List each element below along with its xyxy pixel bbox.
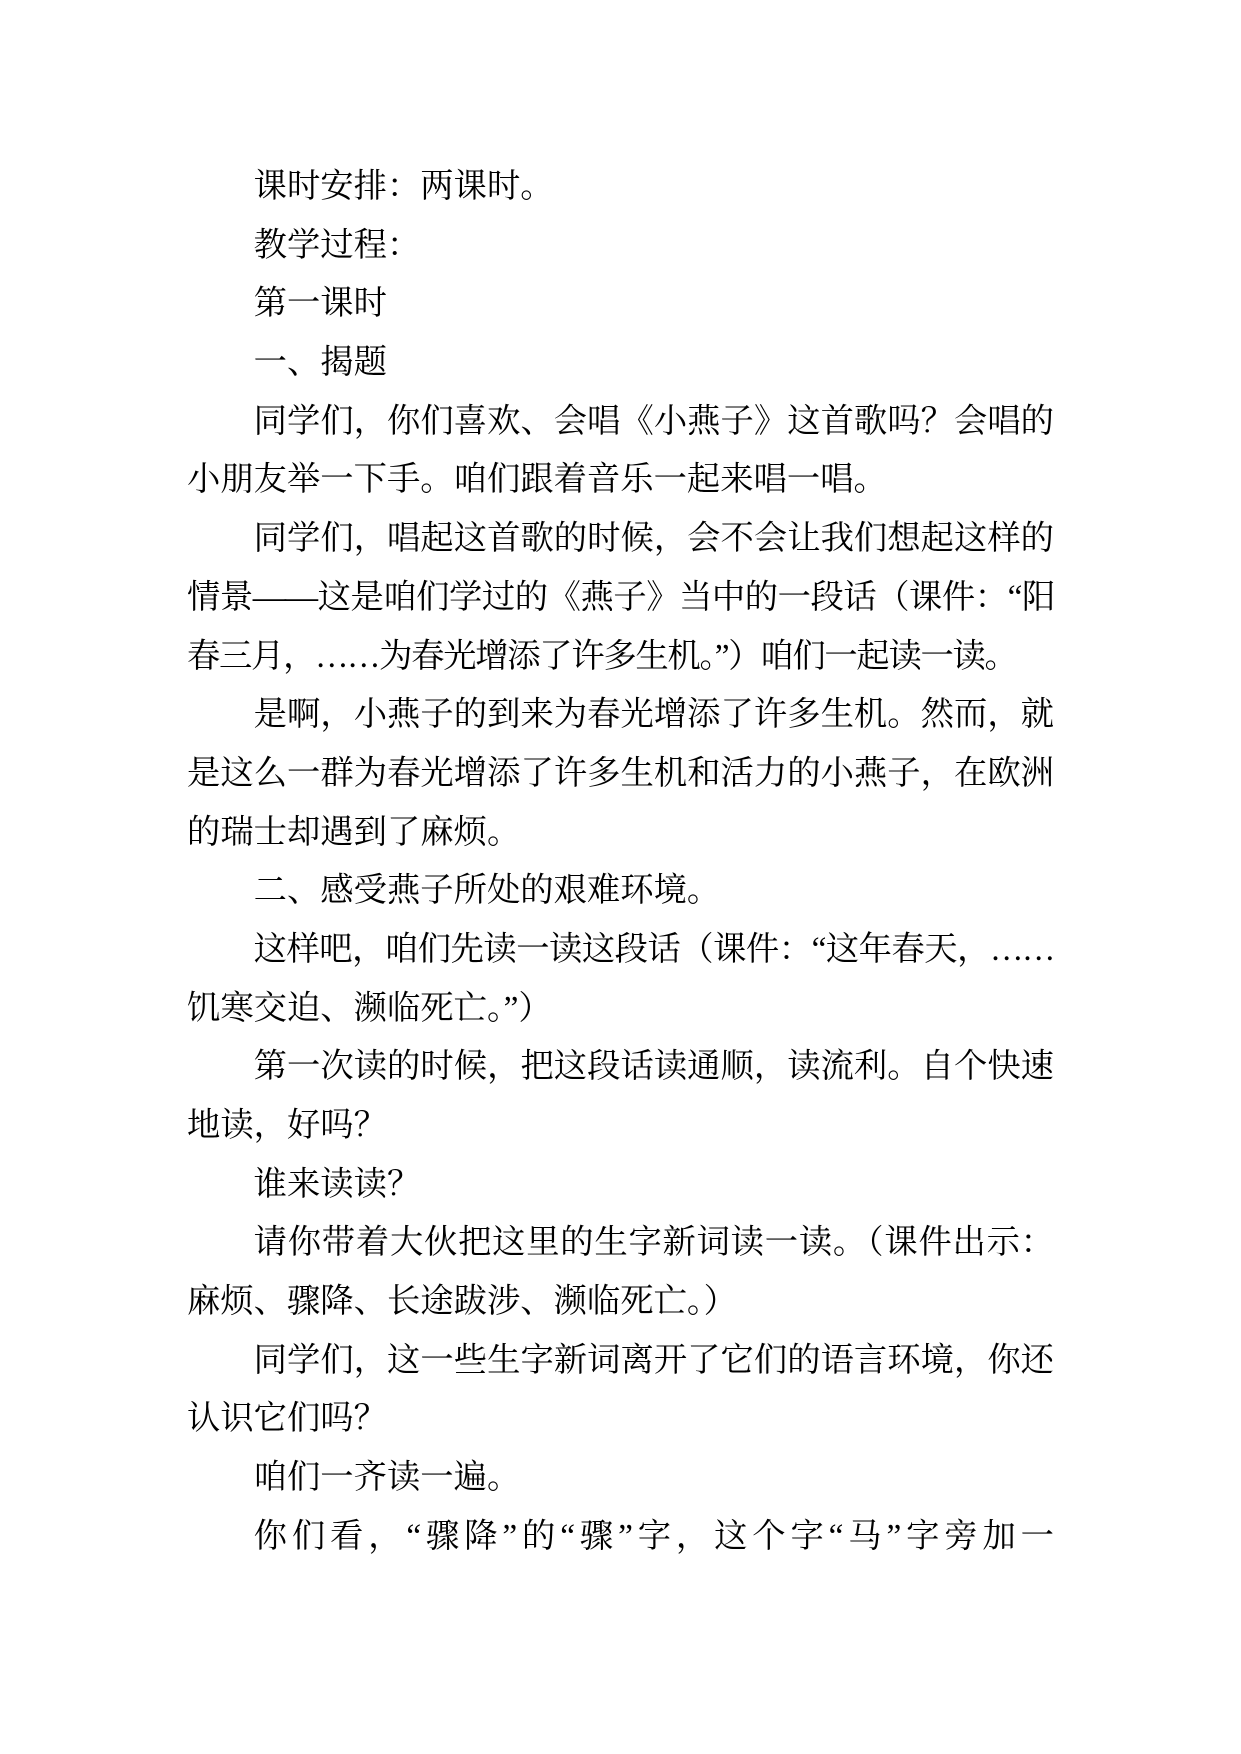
- paragraph: [187, 1449, 1054, 1508]
- text-line: 同学们，这一些生字新词离开了它们的语言环境，你还: [253, 1341, 1054, 1379]
- text-line: 教学过程：: [253, 226, 421, 264]
- paragraph: [187, 1508, 1054, 1567]
- text-line: 一、揭题: [253, 344, 387, 382]
- text-line: 是啊，小燕子的到来为春光增添了许多生机。然而，就: [253, 696, 1054, 734]
- paragraph-section-heading: [187, 334, 1054, 393]
- text-line: 请你带着大伙把这里的生字新词读一读。（课件出示：: [253, 1224, 1054, 1262]
- paragraph-process-heading: [187, 217, 1054, 276]
- text-line: 麻烦、骤降、长途跋涉、濒临死亡。）: [187, 1283, 737, 1321]
- paragraph: [187, 393, 1054, 510]
- text-line: 第一次读的时候，把这段话读通顺，读流利。自个快速: [253, 1048, 1054, 1086]
- paragraph: [187, 686, 1054, 862]
- paragraph: [187, 1038, 1054, 1155]
- text-line: 春三月，……为春光增添了许多生机。”）咱们一起读一读。: [187, 637, 1017, 675]
- paragraph-schedule: [187, 158, 1054, 217]
- paragraph: [187, 1332, 1054, 1449]
- text-line: 同学们，你们喜欢、会唱《小燕子》这首歌吗？会唱的: [253, 402, 1054, 440]
- text-line: 同学们，唱起这首歌的时候，会不会让我们想起这样的: [253, 520, 1054, 558]
- paragraph: [187, 510, 1054, 686]
- paragraph: [187, 1156, 1054, 1215]
- text-line: 是这么一群为春光增添了许多生机和活力的小燕子，在欧洲: [187, 754, 1054, 792]
- text-line: 谁来读读？: [253, 1165, 421, 1203]
- text-line: 咱们一齐读一遍。: [253, 1459, 521, 1497]
- text-line: 地读，好吗？: [187, 1107, 387, 1144]
- text-line: 第一课时: [253, 285, 387, 323]
- text-line: 的瑞士却遇到了麻烦。: [187, 813, 521, 851]
- paragraph-section-heading: [187, 862, 1054, 921]
- text-line: 课时安排：两课时。: [253, 168, 554, 205]
- paragraph-lesson-heading: [187, 275, 1054, 334]
- document-body: [187, 158, 1054, 1567]
- paragraph: [187, 921, 1054, 1038]
- text-line: 认识它们吗？: [187, 1400, 387, 1438]
- text-line: 情景——这是咱们学过的《燕子》当中的一段话（课件：“阳: [187, 578, 1054, 616]
- paragraph: [187, 1214, 1054, 1331]
- text-line: 你们看，“骤降”的“骤”字，这个字“马”字旁加一: [253, 1517, 1054, 1555]
- text-line: 二、感受燕子所处的艰难环境。: [253, 872, 721, 910]
- text-line: 小朋友举一下手。咱们跟着音乐一起来唱一唱。: [187, 461, 887, 499]
- text-line: 这样吧，咱们先读一读这段话（课件：“这年春天，……: [253, 930, 1054, 968]
- text-line: 饥寒交迫、濒临死亡。”）: [187, 989, 552, 1027]
